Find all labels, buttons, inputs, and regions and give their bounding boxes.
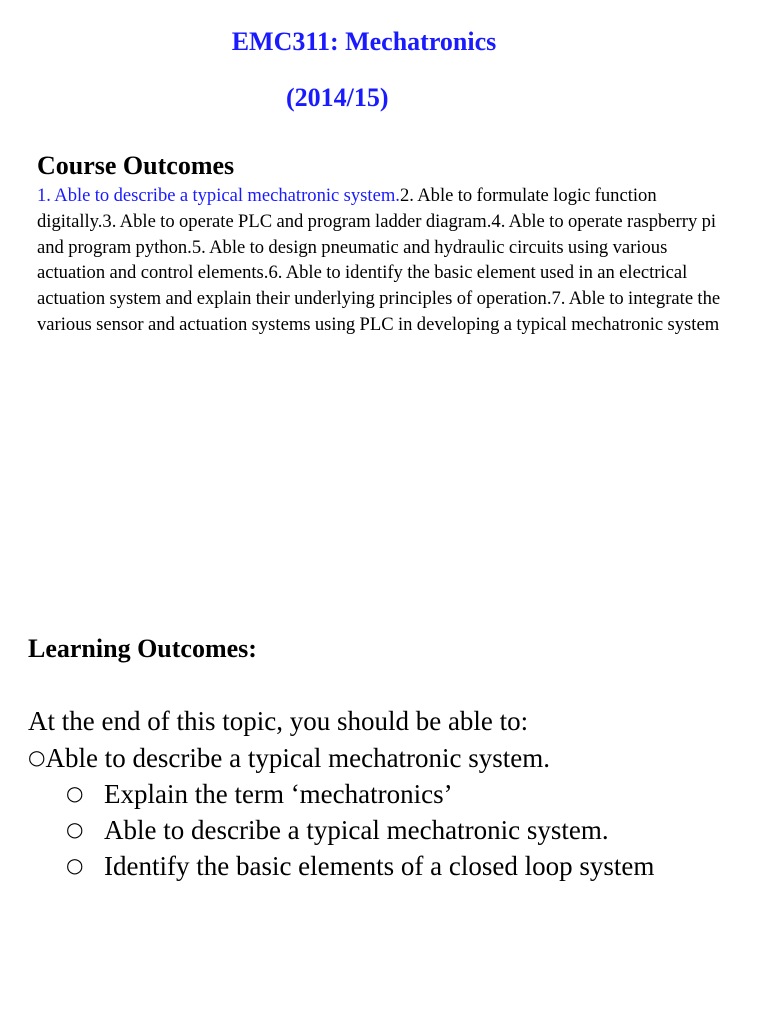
course-outcomes-heading: Course Outcomes bbox=[37, 151, 235, 180]
learning-outcomes-heading: Learning Outcomes: bbox=[28, 634, 257, 663]
circle-bullet-icon: ○ bbox=[66, 817, 84, 841]
list-item bbox=[66, 848, 654, 884]
session-year: (2014/15) bbox=[286, 83, 389, 112]
list-item bbox=[66, 776, 654, 812]
course-code-title: EMC311: Mechatronics bbox=[231, 27, 497, 56]
learning-outcomes-intro: At the end of this topic, you should be able to: bbox=[28, 706, 529, 736]
circle-bullet-icon: ○ bbox=[66, 781, 84, 805]
list-item-text: Able to describe a typical mechatronic system. bbox=[104, 815, 609, 845]
course-outcome-first: 1. Able to describe a typical mechatronic system. bbox=[37, 185, 400, 206]
course-outcomes-remaining: 2. Able to formulate logic function digitally.3. Able to operate PLC and program ladder diagram.4. Able to operate raspberry pi and program python.5. Able to design pneumatic and hydraulic circuits using various actuation and control elements.6. Able to identify the basic element used in an electrical actuation system and explain their underlying principles of operation.7. Able to integrate the various sensor and actuation systems using PLC in developing a typical mechatronic system bbox=[37, 185, 721, 335]
circle-bullet-icon: ○ bbox=[28, 745, 46, 769]
learning-outcome-main-text: Able to describe a typical mechatronic system. bbox=[45, 743, 551, 773]
list-item bbox=[66, 812, 654, 848]
learning-outcome-main-item bbox=[28, 740, 550, 775]
circle-bullet-icon: ○ bbox=[66, 853, 84, 877]
learning-outcome-sub-list bbox=[66, 776, 654, 884]
course-outcomes-text bbox=[37, 183, 737, 338]
list-item-text: Identify the basic elements of a closed loop system bbox=[104, 851, 655, 881]
list-item-text: Explain the term ‘mechatronics’ bbox=[104, 779, 453, 809]
